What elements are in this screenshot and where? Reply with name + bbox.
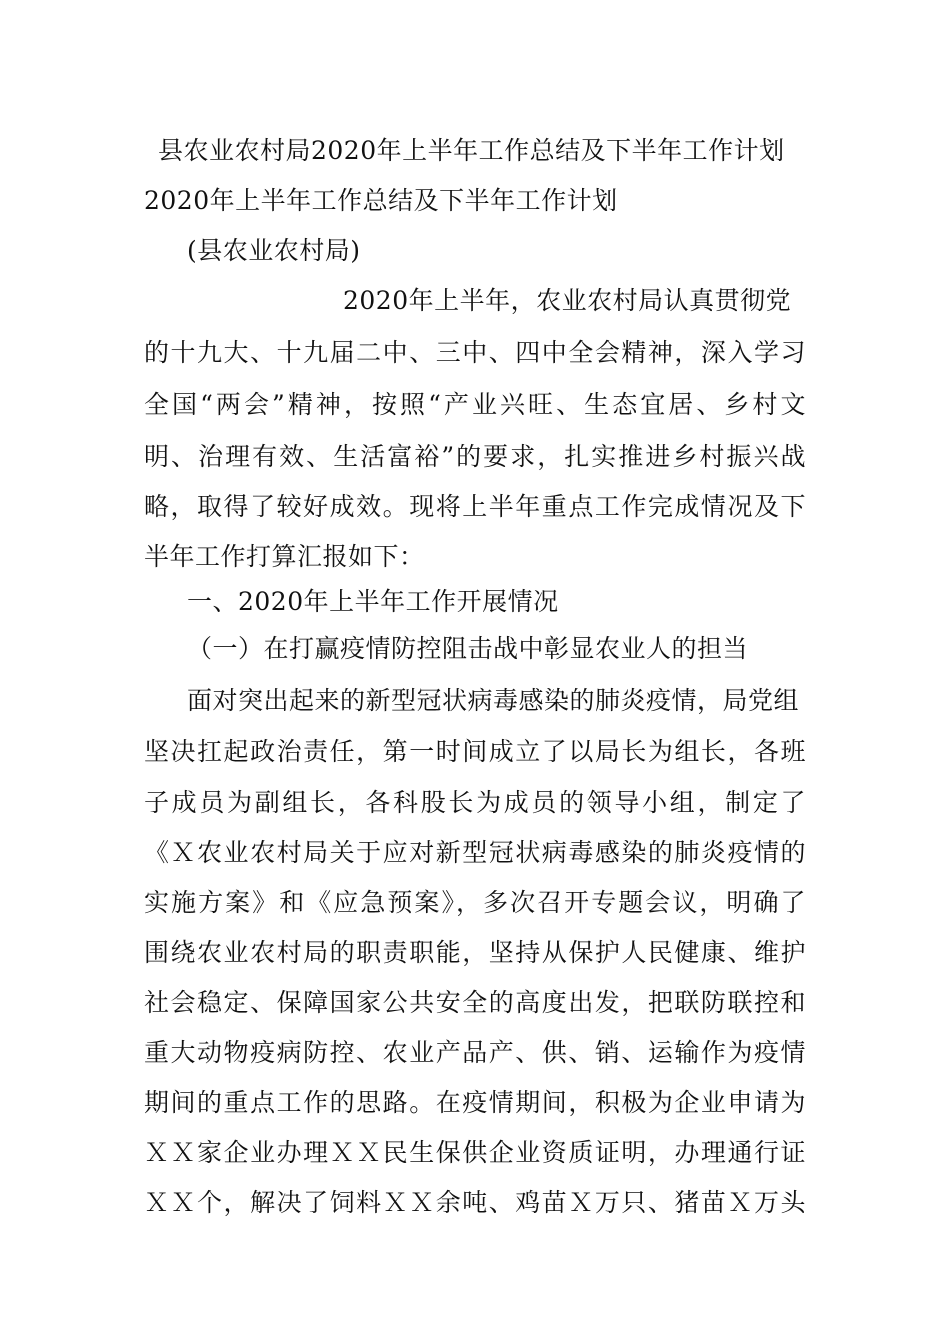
body-line: 面对突出起来的新型冠状病毒感染的肺炎疫情，局党组 [187,686,800,715]
body-line: 社会稳定、保障国家公共安全的高度出发，把联防联控和 [144,988,806,1017]
body-line: 半年工作打算汇报如下： [144,542,425,571]
doc-title-line-1: 县农业农村局2020年上半年工作总结及下半年工作计划 [158,136,785,165]
doc-title-line-2: 2020年上半年工作总结及下半年工作计划 [144,186,618,215]
body-line: 期间的重点工作的思路。在疫情期间，积极为企业申请为 [144,1088,806,1117]
body-line: 《Ｘ农业农村局关于应对新型冠状病毒感染的肺炎疫情的 [144,838,806,867]
body-line: ＸＸ个，解决了饲料ＸＸ余吨、鸡苗Ｘ万只、猪苗Ｘ万头 [144,1188,806,1217]
doc-org: (县农业农村局) [187,236,361,265]
subsection-heading: （一）在打赢疫情防控阻击战中彰显农业人的担当 [187,634,749,663]
body-line: 围绕农业农村局的职责职能，坚持从保护人民健康、维护 [144,938,806,967]
body-line: 明、治理有效、生活富裕”的要求，扎实推进乡村振兴战 [144,442,806,471]
body-line: 2020年上半年，农业农村局认真贯彻党 [343,286,792,315]
body-line: ＸＸ家企业办理ＸＸ民生保供企业资质证明，办理通行证 [144,1138,806,1167]
body-line: 略，取得了较好成效。现将上半年重点工作完成情况及下 [144,492,806,521]
body-line: 全国“两会”精神，按照“产业兴旺、生态宜居、乡村文 [144,390,806,419]
body-line: 坚决扛起政治责任，第一时间成立了以局长为组长，各班 [144,737,806,766]
body-line: 子成员为副组长，各科股长为成员的领导小组，制定了 [144,788,806,817]
section-heading: 一、2020年上半年工作开展情况 [187,587,559,616]
body-line: 的十九大、十九届二中、三中、四中全会精神，深入学习 [144,338,806,367]
body-line: 实施方案》和《应急预案》，多次召开专题会议，明确了 [144,888,806,917]
body-line: 重大动物疫病防控、农业产品产、供、销、运输作为疫情 [144,1038,806,1067]
